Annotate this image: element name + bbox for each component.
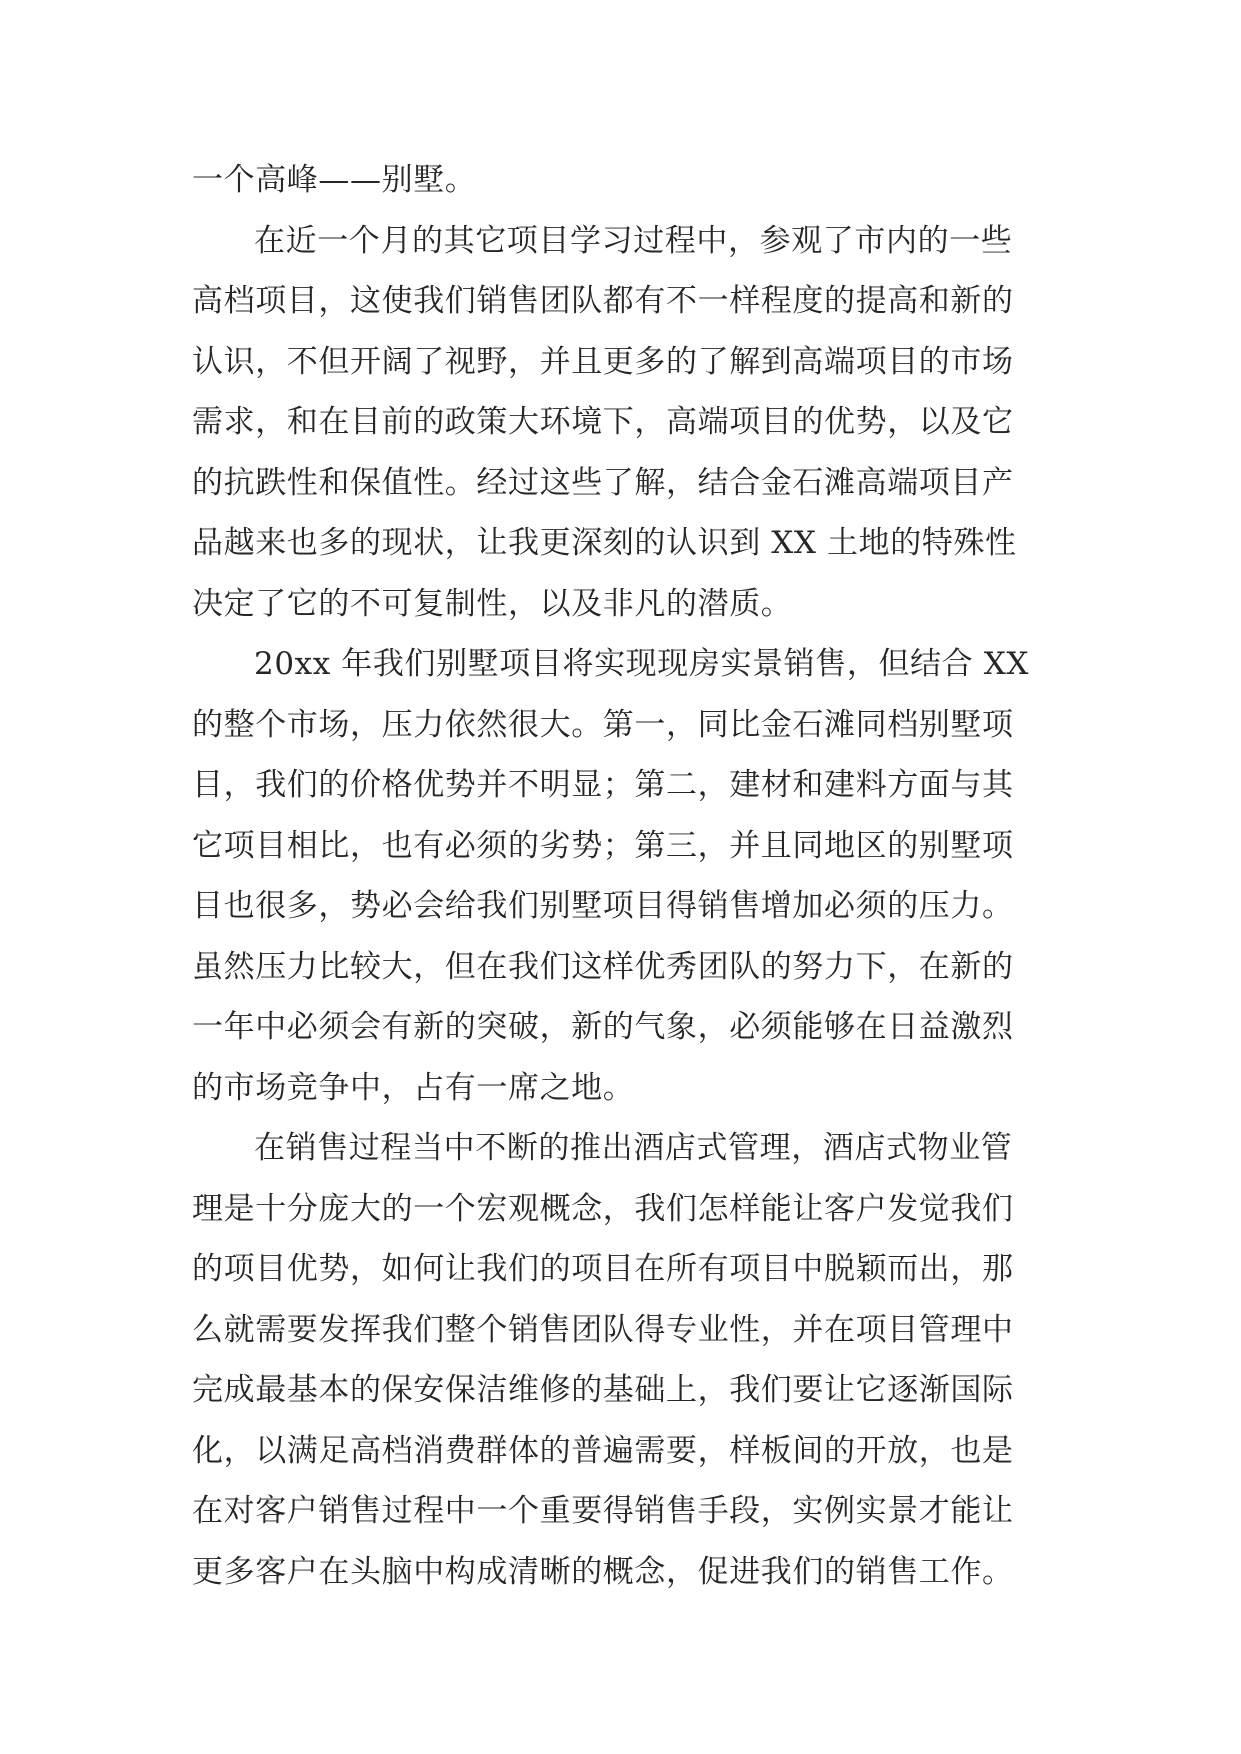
text-line: 化，以满足高档消费群体的普遍需要，样板间的开放，也是 (192, 1432, 1014, 1469)
text-line: 的项目优势，如何让我们的项目在所有项目中脱颖而出，那 (192, 1251, 1014, 1287)
text-line: 它项目相比，也有必须的劣势；第三，并且同地区的别墅项 (192, 827, 1014, 864)
text-line: 的市场竞争中，占有一席之地。 (192, 1069, 635, 1106)
text-line: 更多客户在头脑中构成清晰的概念，促进我们的销售工作。 (192, 1553, 1014, 1590)
text-line: 理是十分庞大的一个宏观概念，我们怎样能让客户发觉我们 (192, 1190, 1014, 1227)
text-line: 目，我们的价格优势并不明显；第二，建材和建料方面与其 (192, 767, 1014, 803)
text-line: 高档项目，这使我们销售团队都有不一样程度的提高和新的 (192, 283, 1014, 319)
document-body (192, 150, 1072, 1602)
text-line: 认识，不但开阔了视野，并且更多的了解到高端项目的市场 (192, 343, 1014, 380)
text-line: 虽然压力比较大，但在我们这样优秀团队的努力下，在新的 (192, 948, 1014, 985)
text-line: 的整个市场，压力依然很大。第一，同比金石滩同档别墅项 (192, 706, 1014, 743)
paragraph-first-line: 在销售过程当中不断的推出酒店式管理，酒店式物业管 (254, 1130, 1013, 1166)
paragraph-first-line: 在近一个月的其它项目学习过程中，参观了市内的一些 (254, 222, 1013, 259)
text-line: 一个高峰——别墅。 (192, 162, 477, 198)
text-line: 么就需要发挥我们整个销售团队得专业性，并在项目管理中 (192, 1311, 1014, 1348)
text-line: 目也很多，势必会给我们别墅项目得销售增加必须的压力。 (192, 888, 1014, 924)
paragraph-first-line: 20xx 年我们别墅项目将实现现房实景销售，但结合 XX (254, 646, 1030, 682)
text-line: 品越来也多的现状，让我更深刻的认识到 XX 土地的特殊性 (192, 525, 1017, 561)
text-line: 一年中必须会有新的突破，新的气象，必须能够在日益激烈 (192, 1009, 1014, 1045)
text-line: 的抗跌性和保值性。经过这些了解，结合金石滩高端项目产 (192, 464, 1014, 501)
text-line: 在对客户销售过程中一个重要得销售手段，实例实景才能让 (192, 1493, 1014, 1529)
text-line: 需求，和在目前的政策大环境下，高端项目的优势，以及它 (192, 404, 1014, 440)
text-line: 决定了它的不可复制性，以及非凡的潜质。 (192, 585, 793, 622)
text-line: 完成最基本的保安保洁维修的基础上，我们要让它逐渐国际 (192, 1372, 1014, 1408)
